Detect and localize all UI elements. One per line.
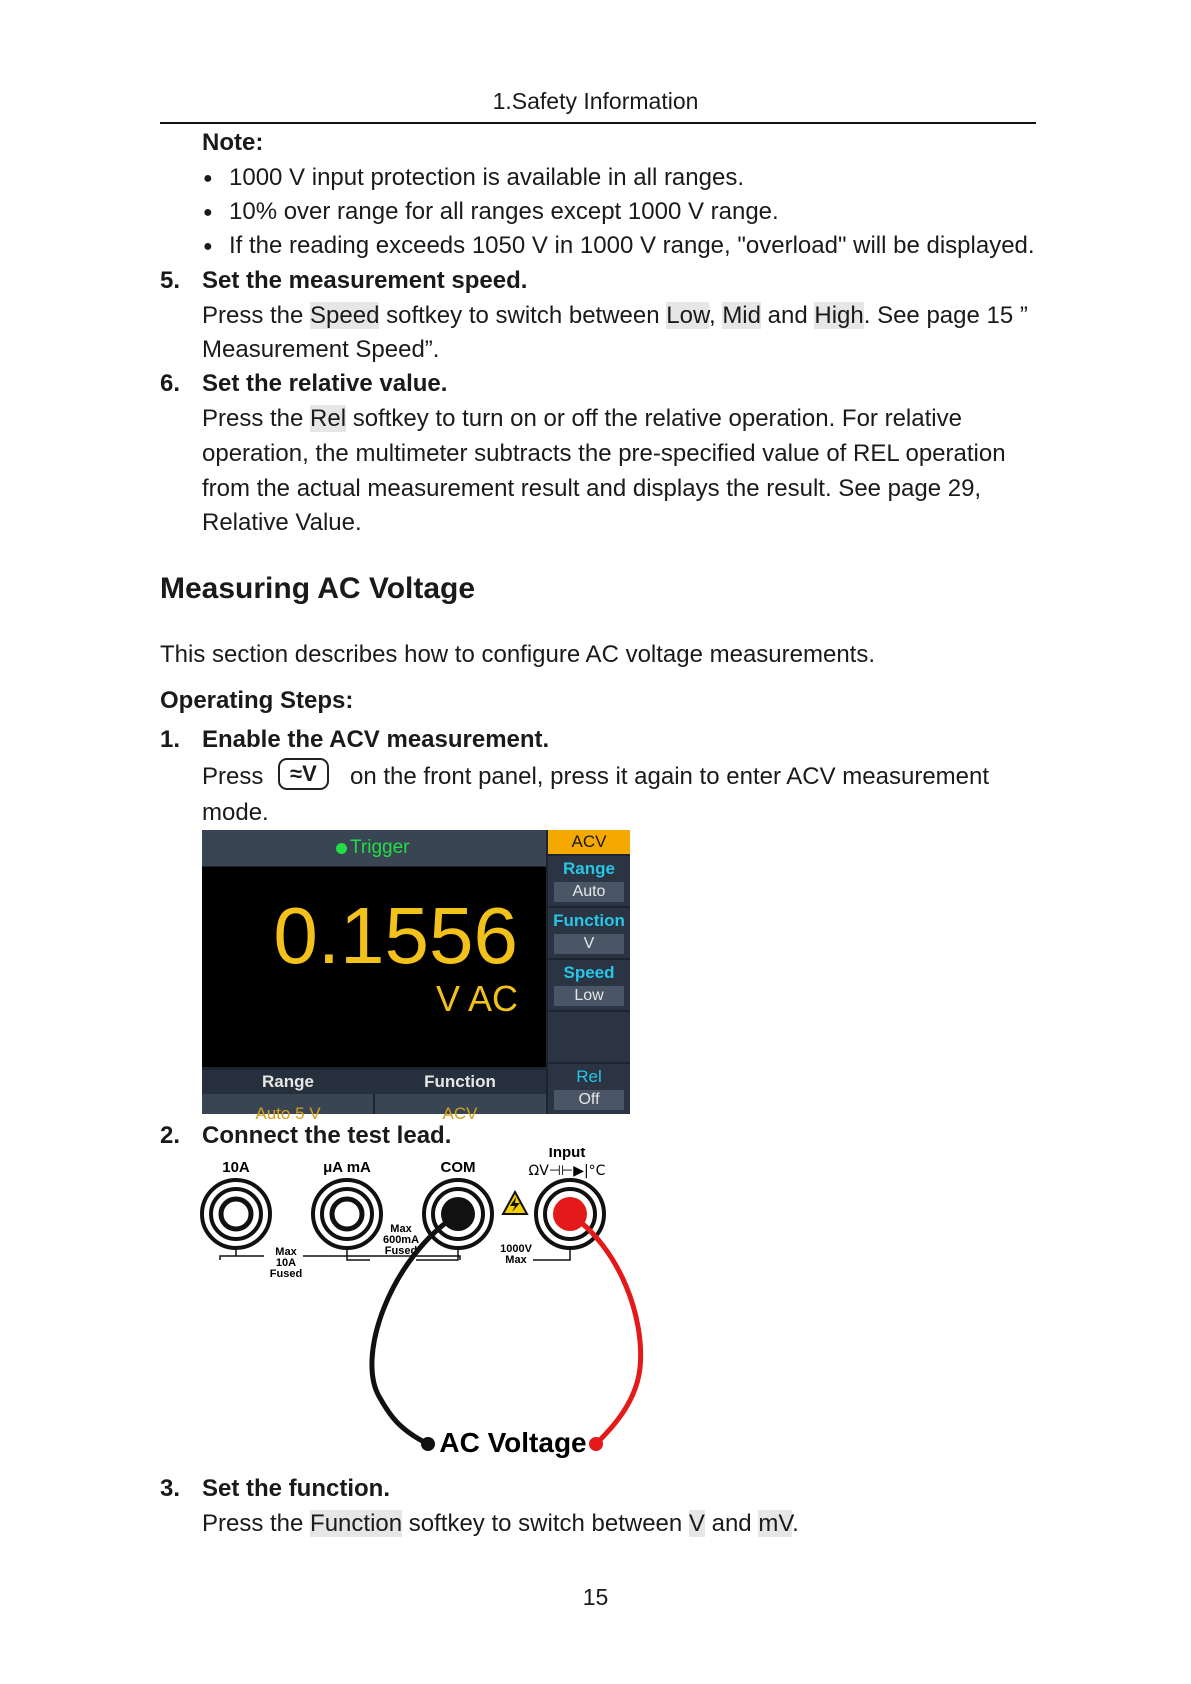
note-label: Note: <box>202 129 264 156</box>
operating-steps-label: Operating Steps: <box>160 687 354 714</box>
step6-text-line2: operation, the multimeter subtracts the pre-specified value of REL operation <box>202 440 1006 467</box>
label-input: Input <box>548 1148 586 1161</box>
step1-text-line1: on the front panel, press it again to enter ACV measurement <box>350 763 990 790</box>
fuse-10a-rating: 10A <box>275 1257 297 1269</box>
test-lead-diagram <box>190 1148 670 1468</box>
step6-number: 6. <box>160 370 181 397</box>
label-ua-ma: μA mA <box>323 1159 371 1176</box>
meter-screen <box>202 830 630 1123</box>
softkey-speed-value: Low <box>554 986 624 1006</box>
low-option-ref: Low <box>666 302 709 329</box>
speed-softkey-ref: Speed <box>310 302 380 329</box>
bottom-range-label: Range <box>262 1072 314 1091</box>
section-title: Measuring AC Voltage <box>160 572 476 605</box>
step6-text-line1: Press the Rel softkey to turn on or off the relative operation. For relative <box>202 405 962 432</box>
red-probe-tip <box>589 1437 603 1451</box>
step3-text-line1: Press the Function softkey to switch between V and mV. <box>202 1510 799 1537</box>
step3-title: Set the function. <box>202 1475 390 1502</box>
softkey-speed-label: Speed <box>563 963 615 982</box>
page-number: 15 <box>582 1584 609 1610</box>
step1-title: Enable the ACV measurement. <box>202 726 550 753</box>
step1-press: Press <box>202 763 264 790</box>
softkey-rel-value: Off <box>554 1090 624 1110</box>
diagram-caption: AC Voltage <box>439 1427 587 1458</box>
red-test-lead <box>570 1214 641 1444</box>
label-10a: 10A <box>222 1159 250 1176</box>
note-bullet-1: ● 1000 V input protection is available in all ranges. <box>229 163 744 193</box>
jack-ua-ma[interactable] <box>313 1180 381 1248</box>
rel-softkey-ref: Rel <box>310 405 347 432</box>
softkey-function-value: V <box>554 934 624 954</box>
acv-key-icon: ≈V <box>278 758 329 790</box>
fuse-10a-max: Max <box>275 1246 297 1258</box>
fuse-10a-fused: Fused <box>269 1268 303 1280</box>
step6-text-line3: from the actual measurement result and displays the result. See page 29, <box>202 475 982 502</box>
label-input-symbols: ΩV⊣⊢▶|°C <box>528 1163 606 1179</box>
page-header: 1.Safety Information <box>492 88 699 114</box>
v-option-ref: V <box>688 1510 705 1537</box>
step5-text-line1: Press the Speed softkey to switch between Low, Mid and High. See page 15 ” <box>202 302 1028 329</box>
step2-title: Connect the test lead. <box>202 1122 452 1149</box>
step1-text-line2: mode. <box>202 799 269 826</box>
fuse-600-fused: Fused <box>384 1245 418 1257</box>
jack-10a[interactable] <box>202 1180 270 1248</box>
function-softkey-ref: Function <box>310 1510 403 1537</box>
reading-value: 0.1556 <box>273 891 518 980</box>
step5-title: Set the measurement speed. <box>202 267 528 294</box>
bottom-function-value: ACV <box>442 1104 478 1123</box>
bottom-function-label: Function <box>424 1072 496 1091</box>
step5-text-line2: Measurement Speed”. <box>202 336 440 363</box>
softkey-range-value: Auto <box>554 882 624 902</box>
trigger-indicator: Trigger <box>350 837 410 858</box>
softkey-blank[interactable] <box>548 1012 630 1062</box>
note-bullet-2: ● 10% over range for all ranges except 1000 V range. <box>229 197 779 227</box>
softkey-range-label: Range <box>563 859 615 878</box>
step1-number: 1. <box>160 726 181 753</box>
bottom-range-value: Auto 5 V <box>255 1104 321 1123</box>
section-intro: This section describes how to configure AC voltage measurements. <box>160 641 876 668</box>
trigger-dot-icon <box>336 843 347 854</box>
step6-text-line4: Relative Value. <box>202 509 362 536</box>
header-rule <box>160 122 1036 124</box>
mid-option-ref: Mid <box>722 302 761 329</box>
step6-title: Set the relative value. <box>202 370 448 397</box>
softkey-function-label: Function <box>553 911 625 930</box>
max-1000v-rating: 1000V <box>500 1243 532 1255</box>
mv-option-ref: mV <box>758 1510 793 1537</box>
high-option-ref: High <box>814 302 864 329</box>
step3-number: 3. <box>160 1475 181 1502</box>
step5-number: 5. <box>160 267 181 294</box>
menu-title: ACV <box>548 830 630 854</box>
max-1000v-max: Max <box>505 1254 527 1266</box>
step2-number: 2. <box>160 1122 181 1149</box>
label-com: COM <box>440 1159 476 1176</box>
black-probe-tip <box>421 1437 435 1451</box>
warning-icon <box>503 1192 527 1214</box>
note-bullet-3: ● If the reading exceeds 1050 V in 1000 V range, "overload" will be displayed. <box>229 231 1035 261</box>
reading-unit: V AC <box>435 978 518 1019</box>
fuse-600-max: Max <box>390 1223 412 1235</box>
fuse-600-rating: 600mA <box>382 1234 420 1246</box>
softkey-rel-label: Rel <box>576 1067 602 1086</box>
